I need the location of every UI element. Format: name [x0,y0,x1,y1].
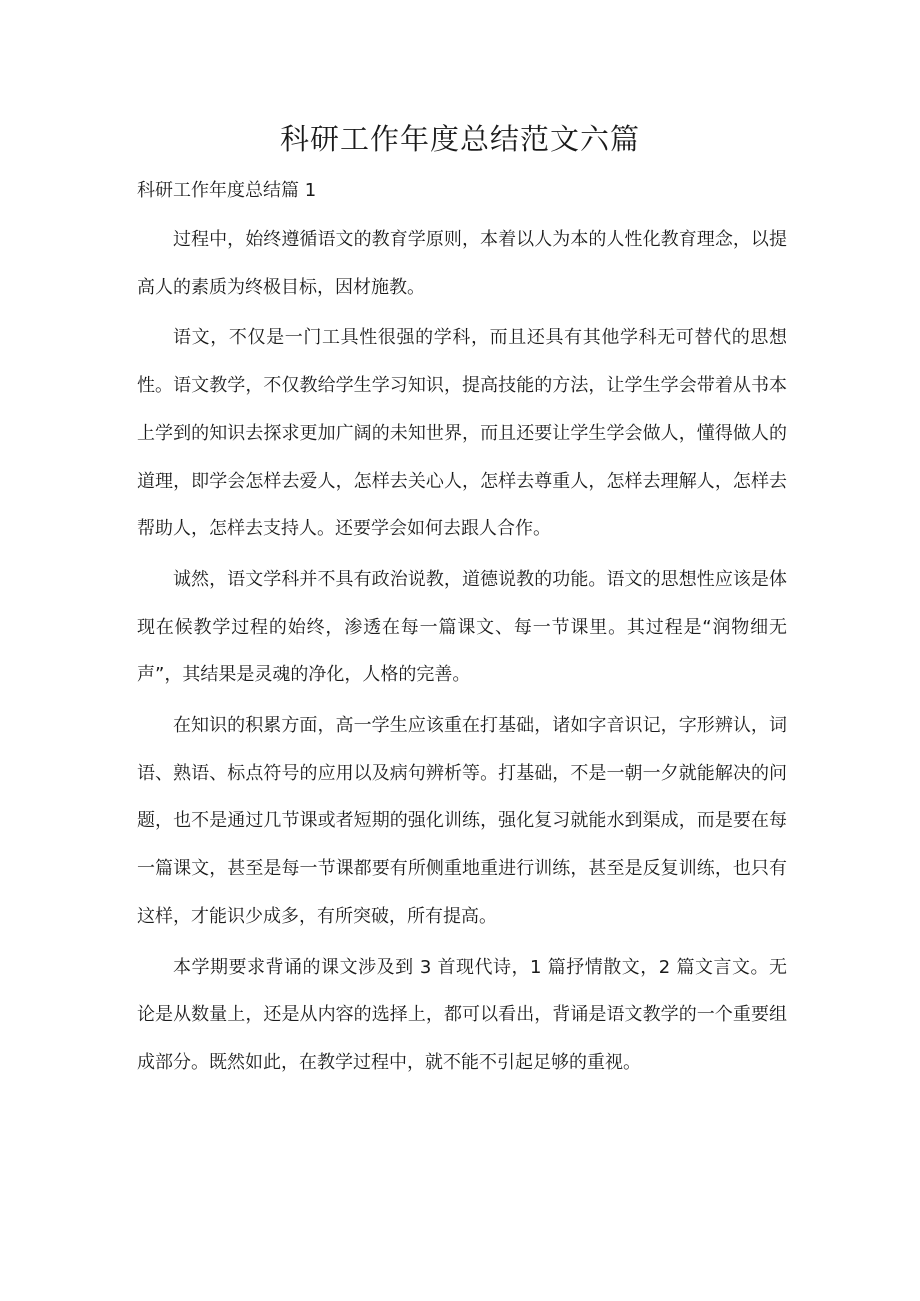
paragraph: 本学期要求背诵的课文涉及到 3 首现代诗，1 篇抒情散文，2 篇文言文。无论是从数量上，还是从内容的选择上，都可以看出，背诵是语文教学的一个重要组成部分。既然如此，在教学过程中，就不能不引起足够的重视。 [137,956,787,1073]
paragraph: 在知识的积累方面，高一学生应该重在打基础，诸如字音识记，字形辨认，词语、熟语、标点符号的应用以及病句辨析等。打基础，不是一朝一夕就能解决的问题，也不是通过几节课或者短期的强化训练，强化复习就能水到渠成，而是要在每一篇课文，甚至是每一节课都要有所侧重地重进行训练，甚至是反复训练，也只有这样，才能识少成多，有所突破，所有提高。 [137,715,787,927]
document-title: 科研工作年度总结范文六篇 [279,122,640,156]
paragraph: 语文，不仅是一门工具性很强的学科，而且还具有其他学科无可替代的思想性。语文教学，不仅教给学生学习知识，提高技能的方法，让学生学会带着从书本上学到的知识去探求更加广阔的未知世界，而且还要让学生学会做人，懂得做人的道理，即学会怎样去爱人，怎样去关心人，怎样去尊重人，怎样去理解人，怎样去帮助人，怎样去支持人。还要学会如何去跟人合作。 [137,327,787,540]
section-heading: 科研工作年度总结篇 1 [137,180,317,201]
document-body [137,216,787,1087]
paragraph: 过程中，始终遵循语文的教育学原则，本着以人为本的人性化教育理念，以提高人的素质为终极目标，因材施教。 [137,229,787,298]
paragraph: 诚然，语文学科并不具有政治说教，道德说教的功能。语文的思想性应该是体现在候教学过程的始终，渗透在每一篇课文、每一节课里。其过程是“润物细无声”，其结果是灵魂的净化，人格的完善。 [137,568,787,686]
